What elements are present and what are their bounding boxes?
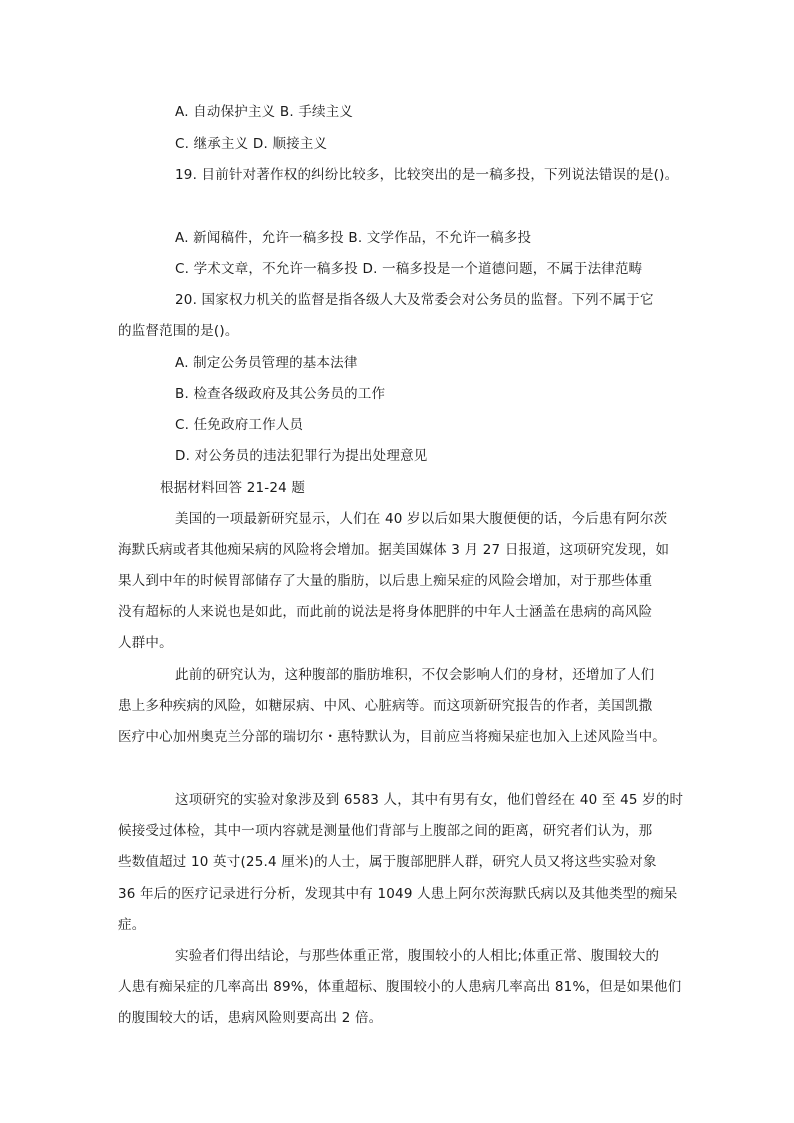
q20-stem-line1: 20. 国家权力机关的监督是指各级人大及常委会对公务员的监督。下列不属于它 xyxy=(175,292,654,308)
q20-option-d: D. 对公务员的违法犯罪行为提出处理意见 xyxy=(175,448,428,464)
material-heading: 根据材料回答 21-24 题 xyxy=(160,480,306,496)
para2-line: 此前的研究认为，这种腹部的脂肪堆积，不仅会影响人们的身材，还增加了人们 xyxy=(175,667,655,683)
q19-stem: 19. 目前针对著作权的纠纷比较多，比较突出的是一稿多投，下列说法错误的是()。 xyxy=(175,167,679,183)
q19-options-ab: A. 新闻稿件，允许一稿多投 B. 文学作品，不允许一稿多投 xyxy=(175,230,532,246)
q18-options-ab: A. 自动保护主义 B. 手续主义 xyxy=(175,104,354,120)
para3-line: 36 年后的医疗记录进行分析，发现其中有 1049 人患上阿尔茨海默氏病以及其他类型的痴呆 xyxy=(118,886,678,902)
para1-line: 果人到中年的时候胃部储存了大量的脂肪，以后患上痴呆症的风险会增加，对于那些体重 xyxy=(118,573,653,589)
para1-line: 人群中。 xyxy=(118,635,173,651)
q18-options-cd: C. 继承主义 D. 顺接主义 xyxy=(175,136,328,152)
para2-line: 医疗中心加州奥克兰分部的瑞切尔・惠特默认为，目前应当将痴呆症也加入上述风险当中。 xyxy=(118,729,666,745)
para1-line: 没有超标的人来说也是如此，而此前的说法是将身体肥胖的中年人士涵盖在患病的高风险 xyxy=(118,604,653,620)
para3-line: 这项研究的实验对象涉及到 6583 人，其中有男有女，他们曾经在 40 至 45 岁的时 xyxy=(175,792,684,808)
q20-stem-line2: 的监督范围的是()。 xyxy=(118,323,239,339)
para2-line: 患上多种疾病的风险，如糖尿病、中风、心脏病等。而这项新研究报告的作者，美国凯撒 xyxy=(118,698,653,714)
q20-option-c: C. 任免政府工作人员 xyxy=(175,417,304,433)
q20-option-b: B. 检查各级政府及其公务员的工作 xyxy=(175,386,386,402)
para1-line: 海默氏病或者其他痴呆病的风险将会增加。据美国媒体 3 月 27 日报道，这项研究发现，如 xyxy=(118,542,670,558)
para3-line: 症。 xyxy=(118,917,146,933)
para4-line: 实验者们得出结论，与那些体重正常，腹围较小的人相比;体重正常、腹围较大的 xyxy=(175,948,660,964)
para4-line: 的腹围较大的话，患病风险则要高出 2 倍。 xyxy=(118,1010,383,1026)
para3-line: 些数值超过 10 英寸(25.4 厘米)的人士，属于腹部肥胖人群，研究人员又将这些实验对象 xyxy=(118,854,657,870)
q20-option-a: A. 制定公务员管理的基本法律 xyxy=(175,355,358,371)
para3-line: 候接受过体检，其中一项内容就是测量他们背部与上腹部之间的距离，研究者们认为，那 xyxy=(118,823,653,839)
para1-line: 美国的一项最新研究显示，人们在 40 岁以后如果大腹便便的话，今后患有阿尔茨 xyxy=(175,511,668,527)
para4-line: 人患有痴呆症的几率高出 89%，体重超标、腹围较小的人患病几率高出 81%，但是如果他们 xyxy=(118,979,682,995)
q19-options-cd: C. 学术文章，不允许一稿多投 D. 一稿多投是一个道德问题，不属于法律范畴 xyxy=(175,261,643,277)
